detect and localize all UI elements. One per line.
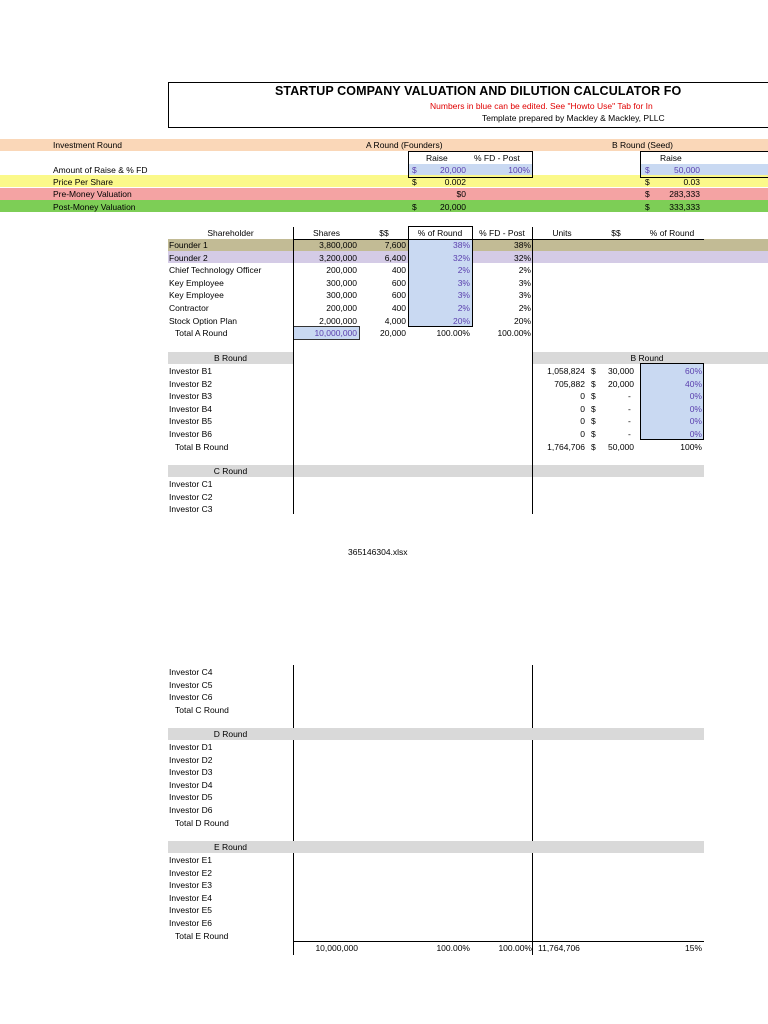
b-dollars-value: - xyxy=(628,429,631,439)
post-money-label: Post-Money Valuation xyxy=(53,202,136,212)
dollars-value: 400 xyxy=(391,303,406,313)
grand-total-fd: 100.00% xyxy=(498,943,532,953)
amount-raise-label: Amount of Raise & % FD xyxy=(53,165,148,175)
sheet-title: STARTUP COMPANY VALUATION AND DILUTION CALCULATOR FO xyxy=(275,84,682,98)
pct-round-value[interactable]: 2% xyxy=(457,303,470,313)
grand-total-pct: 100.00% xyxy=(436,943,470,953)
fd-post-value: 3% xyxy=(518,290,531,300)
d-round-bar-right xyxy=(293,728,704,740)
col-line-shares-2 xyxy=(293,665,294,955)
dollars-value: 20,000 xyxy=(380,328,406,338)
a-pps-value: 0.002 xyxy=(444,177,466,187)
investor-name: Investor D5 xyxy=(169,792,213,802)
shares-value: 3,800,000 xyxy=(319,240,357,250)
dollars-value: 600 xyxy=(391,278,406,288)
investor-name: Investor C4 xyxy=(169,667,213,677)
shareholder-name: Founder 2 xyxy=(169,253,208,263)
investor-name: Investor B6 xyxy=(169,429,212,439)
dollars-value: 7,600 xyxy=(384,240,406,250)
pct-round-value[interactable]: 20% xyxy=(452,316,470,326)
fd-post-value: 2% xyxy=(518,265,531,275)
b-pct-round-value[interactable]: 0% xyxy=(689,391,702,401)
col-fd-post: % FD - Post xyxy=(479,228,525,238)
units-value: 1,058,824 xyxy=(547,366,585,376)
fd-post-value: 20% xyxy=(513,316,531,326)
shares-value: 300,000 xyxy=(326,278,357,288)
fd-post-value: 3% xyxy=(518,278,531,288)
investor-name: Investor C2 xyxy=(169,492,213,502)
grand-total-units: 11,764,706 xyxy=(538,943,580,953)
b-pct-round-value: 100% xyxy=(680,442,702,452)
units-value: 705,882 xyxy=(554,379,585,389)
a-post-value: 20,000 xyxy=(440,202,466,212)
pct-round-value[interactable]: 2% xyxy=(457,265,470,275)
a-fd-post-header: % FD - Post xyxy=(474,153,520,163)
investor-name: Investor E5 xyxy=(169,905,212,915)
b-post-value: 333,333 xyxy=(669,202,700,212)
dollars-value: 4,000 xyxy=(384,316,406,326)
investor-name: Investor D6 xyxy=(169,805,213,815)
founder1-row-shade-right xyxy=(532,239,768,251)
a-fd-value[interactable]: 100% xyxy=(508,165,530,175)
fd-post-value: 2% xyxy=(518,303,531,313)
investor-name: Investor D3 xyxy=(169,767,213,777)
col-shareholder: Shareholder xyxy=(207,228,254,238)
investor-name: Investor B2 xyxy=(169,379,212,389)
shareholder-name: Chief Technology Officer xyxy=(169,265,262,275)
currency-symbol: $ xyxy=(591,416,596,426)
b-dollars-value: 50,000 xyxy=(608,442,634,452)
investor-name: Investor E1 xyxy=(169,855,212,865)
b-pre-value: 283,333 xyxy=(669,189,700,199)
shares-value: 300,000 xyxy=(326,290,357,300)
fd-post-value: 100.00% xyxy=(497,328,531,338)
b-pct-round-value[interactable]: 40% xyxy=(684,379,702,389)
shares-value[interactable]: 10,000,000 xyxy=(314,328,357,338)
units-value: 1,764,706 xyxy=(547,442,585,452)
b-pps-value: 0.03 xyxy=(683,177,700,187)
investor-name: Investor D1 xyxy=(169,742,213,752)
investor-name: Investor C6 xyxy=(169,692,213,702)
investor-name: Investor E2 xyxy=(169,868,212,878)
a-pre-value: $0 xyxy=(456,189,466,199)
shares-value: 3,200,000 xyxy=(319,253,357,263)
file-name: 365146304.xlsx xyxy=(348,547,408,557)
b-pre-currency: $ xyxy=(645,189,650,199)
investor-name: Total E Round xyxy=(175,931,229,941)
b-round-label: B Round (Seed) xyxy=(612,140,673,150)
investor-name: Investor B4 xyxy=(169,404,212,414)
b-pct-round-value[interactable]: 0% xyxy=(689,404,702,414)
shares-value: 200,000 xyxy=(326,265,357,275)
d-round-title: D Round xyxy=(213,729,248,739)
units-value: 0 xyxy=(580,429,585,439)
currency-symbol: $ xyxy=(591,404,596,414)
a-round-label: A Round (Founders) xyxy=(366,140,443,150)
c-round-bar-right xyxy=(293,465,704,477)
investor-name: Investor C1 xyxy=(169,479,213,489)
investor-name: Investor B3 xyxy=(169,391,212,401)
b-dollars-value: - xyxy=(628,391,631,401)
grand-total-shares: 10,000,000 xyxy=(315,943,358,953)
investor-name: Investor D4 xyxy=(169,780,213,790)
units-value: 0 xyxy=(580,391,585,401)
pct-round-value: 100.00% xyxy=(436,328,470,338)
pct-round-value[interactable]: 3% xyxy=(457,290,470,300)
investor-name: Total C Round xyxy=(175,705,229,715)
a-pps-currency: $ xyxy=(412,177,417,187)
dollars-value: 600 xyxy=(391,290,406,300)
founder2-row-shade-right xyxy=(532,251,768,263)
col-units: Units xyxy=(552,228,572,238)
b-dollars-value: 20,000 xyxy=(608,379,634,389)
shares-value: 200,000 xyxy=(326,303,357,313)
dollars-value: 6,400 xyxy=(384,253,406,263)
col-pct-round: % of Round xyxy=(417,228,463,238)
investor-name: Total D Round xyxy=(175,818,229,828)
shareholder-name: Key Employee xyxy=(169,278,224,288)
col-b-pct-round: % of Round xyxy=(649,228,695,238)
investor-name: Investor C5 xyxy=(169,680,213,690)
b-pct-round-value[interactable]: 0% xyxy=(689,416,702,426)
grand-total-rule xyxy=(293,941,704,942)
col-dollars: $$ xyxy=(379,228,389,238)
b-pps-currency: $ xyxy=(645,177,650,187)
b-round-title-right: B Round xyxy=(630,353,664,363)
col-shares: Shares xyxy=(313,228,340,238)
e-round-bar-right xyxy=(293,841,704,853)
col-b-dollars: $$ xyxy=(611,228,621,238)
shares-value: 2,000,000 xyxy=(319,316,357,326)
currency-symbol: $ xyxy=(591,366,596,376)
currency-symbol: $ xyxy=(591,391,596,401)
investor-name: Investor E3 xyxy=(169,880,212,890)
b-pct-round-value[interactable]: 0% xyxy=(689,429,702,439)
c-round-title: C Round xyxy=(213,466,248,476)
currency-symbol: $ xyxy=(591,379,596,389)
a-raise-header: Raise xyxy=(426,153,448,163)
currency-symbol: $ xyxy=(591,442,596,452)
shareholder-name: Contractor xyxy=(169,303,209,313)
fd-post-value: 38% xyxy=(513,240,531,250)
investor-name: Investor B5 xyxy=(169,416,212,426)
e-round-title: E Round xyxy=(213,842,248,852)
b-pct-round-value[interactable]: 60% xyxy=(684,366,702,376)
investment-round-label: Investment Round xyxy=(53,140,122,150)
pct-round-value[interactable]: 32% xyxy=(452,253,470,263)
price-per-share-label: Price Per Share xyxy=(53,177,113,187)
units-value: 0 xyxy=(580,404,585,414)
investor-name: Investor B1 xyxy=(169,366,212,376)
b-dollars-value: - xyxy=(628,416,631,426)
a-post-currency: $ xyxy=(412,202,417,212)
edit-note: Numbers in blue can be edited. See "Howto Use" Tab for In xyxy=(430,101,653,111)
units-value: 0 xyxy=(580,416,585,426)
dollars-value: 400 xyxy=(391,265,406,275)
a-raise-value[interactable]: 20,000 xyxy=(440,165,466,175)
b-dollars-value: - xyxy=(628,404,631,414)
b-raise-header: Raise xyxy=(660,153,682,163)
investor-name: Investor C3 xyxy=(169,504,213,514)
investor-name: Investor D2 xyxy=(169,755,213,765)
pct-round-value[interactable]: 38% xyxy=(452,240,470,250)
pre-money-label: Pre-Money Valuation xyxy=(53,189,132,199)
pct-round-value[interactable]: 3% xyxy=(457,278,470,288)
shareholder-name: Key Employee xyxy=(169,290,224,300)
credit-line: Template prepared by Mackley & Mackley, PLLC xyxy=(482,113,665,123)
grand-total-b-pct: 15% xyxy=(684,943,702,953)
currency-symbol: $ xyxy=(591,429,596,439)
b-raise-value[interactable]: 50,000 xyxy=(674,165,700,175)
a-raise-currency: $ xyxy=(412,165,417,175)
b-raise-currency: $ xyxy=(645,165,650,175)
investor-name: Total B Round xyxy=(175,442,229,452)
investor-name: Investor E6 xyxy=(169,918,212,928)
b-post-currency: $ xyxy=(645,202,650,212)
shareholder-name: Founder 1 xyxy=(169,240,208,250)
investor-name: Investor E4 xyxy=(169,893,212,903)
b-round-title: B Round xyxy=(213,353,248,363)
col-line-units-2 xyxy=(532,665,533,955)
shareholder-name: Stock Option Plan xyxy=(169,316,238,326)
b-dollars-value: 30,000 xyxy=(608,366,634,376)
shareholder-name: Total A Round xyxy=(175,328,228,338)
fd-post-value: 32% xyxy=(513,253,531,263)
